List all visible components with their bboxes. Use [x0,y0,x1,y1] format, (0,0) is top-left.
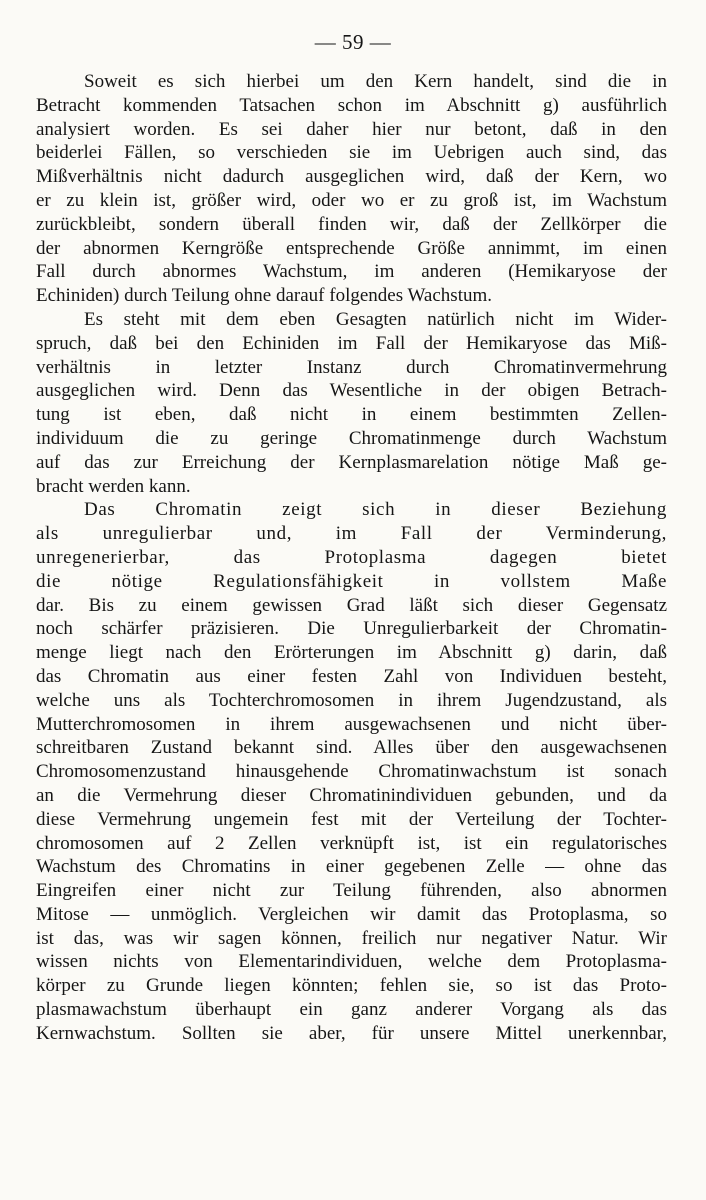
text-line: auf das zur Erreichung der Kernplasmarelation nötige Maß ge- [36,451,667,473]
text-line: die nötige Regulationsfähigkeit in vollstem Maße [36,570,667,592]
text-line: noch schärfer präzisieren. Die Unregulierbarkeit der Chromatin- [36,618,667,640]
body-text [36,70,667,1046]
page-number: — 59 — [314,30,392,54]
text-line: an die Vermehrung dieser Chromatinindividuen gebunden, und da [36,784,667,806]
text-line: er zu klein ist, größer wird, oder wo er zu groß ist, im Wachstum [36,189,667,211]
text-line: Mitose — unmöglich. Vergleichen wir damit das Protoplasma, so [36,903,667,925]
text-line: Chromosomenzustand hinausgehende Chromatinwachstum ist sonach [36,761,667,783]
text-line: welche uns als Tochterchromosomen in ihrem Jugendzustand, als [36,689,667,711]
text-line: Betracht kommenden Tatsachen schon im Abschnitt g) ausführlich [36,94,667,116]
text-line: das Chromatin aus einer festen Zahl von Individuen besteht, [36,665,667,687]
text-line: chromosomen auf 2 Zellen verknüpft ist, ist ein regulatorisches [36,832,667,854]
text-line: Mißverhältnis nicht dadurch ausgeglichen wird, daß der Kern, wo [36,166,667,188]
text-line: als unregulierbar und, im Fall der Verminderung, [36,523,667,545]
text-line: bracht werden kann. [36,475,191,497]
text-line: beiderlei Fällen, so verschieden sie im Uebrigen auch sind, das [36,142,667,164]
text-line: ist das, was wir sagen können, freilich nur negativer Natur. Wir [36,927,667,949]
text-line: zurückbleibt, sondern überall finden wir, daß der Zellkörper die [36,213,667,235]
text-line: Kernwachstum. Sollten sie aber, für unsere Mittel unerkennbar, [36,1022,667,1044]
text-line: dar. Bis zu einem gewissen Grad läßt sich dieser Gegensatz [36,594,667,616]
text-line: verhältnis in letzter Instanz durch Chromatinvermehrung [36,356,667,378]
text-line: Wachstum des Chromatins in einer gegebenen Zelle — ohne das [36,856,667,878]
text-line: analysiert worden. Es sei daher hier nur betont, daß in den [36,118,667,140]
text-line: unregenerierbar, das Protoplasma dagegen bietet [36,546,667,568]
text-line: menge liegt nach den Erörterungen im Abschnitt g) darin, daß [36,642,667,664]
text-line: der abnormen Kerngröße entsprechende Größe annimmt, im einen [36,237,667,259]
text-line: spruch, daß bei den Echiniden im Fall der Hemikaryose das Miß- [36,332,667,354]
text-line: schreitbaren Zustand bekannt sind. Alles über den ausgewachsenen [36,737,667,759]
text-line: Es steht mit dem eben Gesagten natürlich nicht im Wider- [84,308,667,330]
text-line: tung ist eben, daß nicht in einem bestimmten Zellen- [36,404,667,426]
text-line: Mutterchromosomen in ihrem ausgewachsenen und nicht über- [36,713,667,735]
text-line: Das Chromatin zeigt sich in dieser Beziehung [84,499,667,521]
text-line: diese Vermehrung ungemein fest mit der Verteilung der Tochter- [36,808,667,830]
text-line: wissen nichts von Elementarindividuen, welche dem Protoplasma- [36,951,667,973]
text-line: individuum die zu geringe Chromatinmenge durch Wachstum [36,427,667,449]
text-line: körper zu Grunde liegen könnten; fehlen sie, so ist das Proto- [36,975,667,997]
text-line: Eingreifen einer nicht zur Teilung führenden, also abnormen [36,880,667,902]
text-line: ausgeglichen wird. Denn das Wesentliche in der obigen Betrach- [36,380,667,402]
text-line: Echiniden) durch Teilung ohne darauf folgendes Wachstum. [36,285,492,307]
text-line: plasmawachstum überhaupt ein ganz anderer Vorgang als das [36,999,667,1021]
text-line: Fall durch abnormes Wachstum, im anderen (Hemikaryose der [36,261,667,283]
text-line: Soweit es sich hierbei um den Kern handelt, sind die in [84,71,667,92]
